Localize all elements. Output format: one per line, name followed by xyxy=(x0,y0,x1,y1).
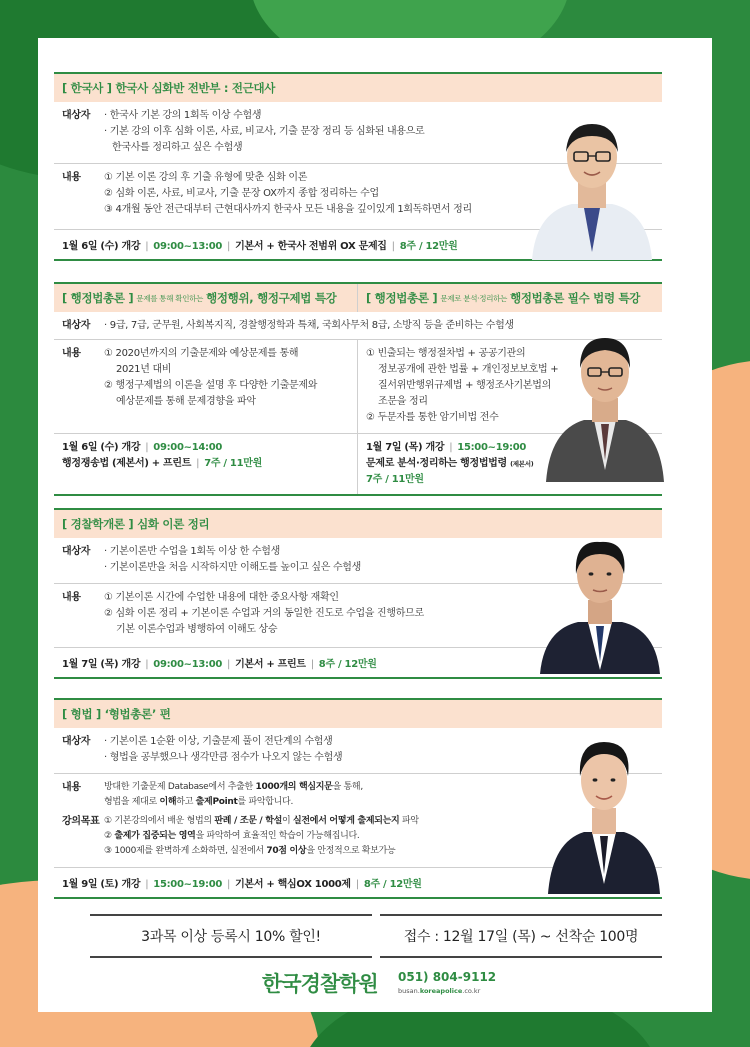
price: 7주 / 11만원 xyxy=(204,458,262,469)
start-date: 1월 9일 (토) 개강 xyxy=(62,879,141,890)
website xyxy=(398,987,480,995)
apply-banner xyxy=(380,914,662,958)
section-title: 행정행위, 행정구제법 특강 xyxy=(206,291,337,305)
class-time: 09:00~14:00 xyxy=(153,442,223,453)
start-date: 1월 6일 (수) 개강 xyxy=(62,241,141,252)
section-title: 심화 이론 정리 xyxy=(137,517,210,531)
class-time: 09:00~13:00 xyxy=(153,241,223,252)
discount-text: 3과목 이상 등록시 10% 할인! xyxy=(141,929,321,945)
section-tag: [ 경찰학개론 ] xyxy=(62,517,134,531)
section-title: ‘형법총론’ 편 xyxy=(104,707,171,721)
site-part: koreapolice xyxy=(419,987,463,995)
class-time: 15:00~19:00 xyxy=(457,442,527,453)
instructor-photo xyxy=(548,724,660,894)
content-label: 내용 xyxy=(62,592,81,603)
site-part: busan. xyxy=(398,987,420,995)
content-line: ① 빈출되는 행정절차법 + 공공기관의 xyxy=(366,348,526,359)
textbook: 기본서 + 한국사 전범위 OX 문제집 xyxy=(235,241,387,252)
content-line: ③ 4개월 동안 전근대부터 근현대사까지 한국사 모든 내용을 깊이있게 1회독하면서 정리 xyxy=(104,204,472,215)
target-label: 대상자 xyxy=(62,320,91,331)
content-line: ② 심화 이론 정리 + 기본이론 수업과 거의 동일한 진도로 수업을 진행하므로 xyxy=(104,608,424,619)
text-fragment: 하고 xyxy=(176,797,196,807)
section-tag: [ 형법 ] xyxy=(62,707,101,721)
text-fragment: ① 기본강의에서 배운 형법의 xyxy=(104,816,215,826)
text-fragment: 을 파악하여 효율적인 학습이 가능해집니다. xyxy=(195,831,360,841)
section-tag: [ 행정법총론 ] xyxy=(62,291,134,305)
class-time: 15:00~19:00 xyxy=(153,879,223,890)
text-fragment: 이 xyxy=(282,816,294,826)
target-label: 대상자 xyxy=(62,110,91,121)
textbook: 문제로 분석·정리하는 행정법법령 xyxy=(366,458,507,469)
content-line: ② 심화 이론, 사료, 비교사, 기출 문장 OX까지 종합 정리하는 수업 xyxy=(104,188,379,199)
apply-text: 접수 : 12월 17일 (목) ~ 선착순 100명 xyxy=(403,929,639,945)
section-subtitle: 문제로 분석·정리하는 xyxy=(440,293,508,303)
content-line: 기본 이론수업과 병행하여 이해도 상승 xyxy=(116,624,278,635)
text-fragment: 를 파악합니다. xyxy=(237,797,294,807)
target-line: · 기본이론반 수업을 1회독 이상 한 수험생 xyxy=(104,546,280,557)
section-title: 행정법총론 필수 법령 특강 xyxy=(510,291,641,305)
text-fragment: 을 안정적으로 확보가능 xyxy=(306,846,396,856)
text-emphasis: 1000개의 핵심지문 xyxy=(255,782,333,792)
goal-label: 강의목표 xyxy=(62,816,100,827)
textbook: 행정쟁송법 (제본서) + 프린트 xyxy=(62,458,192,469)
schedule-row: 1월 7일 (목) 개강 | 09:00~13:00 | 기본서 + 프린트 | 8주 / 12만원 xyxy=(54,648,662,679)
content-label: 내용 xyxy=(62,172,81,183)
content-line: 질서위반행위규제법 + 행정조사기본법의 xyxy=(378,380,551,391)
content-line: 정보공개에 관한 법률 + 개인정보보호법 + xyxy=(378,364,559,375)
text-emphasis: 이해 xyxy=(159,797,177,807)
target-line: · 형법을 공부했으나 생각만큼 점수가 나오지 않는 수험생 xyxy=(104,752,343,763)
textbook: 기본서 + 프린트 xyxy=(235,659,306,670)
text-fragment: ② xyxy=(104,831,115,841)
target-label: 대상자 xyxy=(62,546,91,557)
text-emphasis: 실전에서 어떻게 출제되는지 xyxy=(293,816,400,826)
site-part: .co.kr xyxy=(462,987,481,995)
text-emphasis: 판례 / 조문 / 학설 xyxy=(214,816,283,826)
target-line: · 기본이론반을 처음 시작하지만 이해도를 높이고 싶은 수험생 xyxy=(104,562,362,573)
target-line: · 9급, 7급, 군무원, 사회복지직, 경찰행정학과 특채, 국회사무처 8급, 소방직 등을 준비하는 수험생 xyxy=(104,320,514,331)
section-tag: [ 행정법총론 ] xyxy=(366,291,438,305)
content-line: ① 2020년까지의 기출문제와 예상문제를 통해 xyxy=(104,348,299,359)
textbook-note: (제본서) xyxy=(510,460,534,468)
schedule-row: 1월 9일 (토) 개강 | 15:00~19:00 | 기본서 + 핵심OX 1000제 | 8주 / 12만원 xyxy=(54,868,662,899)
target-label: 대상자 xyxy=(62,736,91,747)
text-fragment: 파악 xyxy=(399,816,419,826)
content-line: ① 기본이론 시간에 수업한 내용에 대한 중요사항 재확인 xyxy=(104,592,339,603)
text-emphasis: 70점 이상 xyxy=(266,846,307,856)
section-subtitle: 문제를 통해 확인하는 xyxy=(136,293,204,303)
section-title: 한국사 심화반 전반부 : 전근대사 xyxy=(115,81,276,95)
content-line: ① 기본 이론 강의 후 기출 유형에 맞춘 심화 이론 xyxy=(104,172,308,183)
textbook: 기본서 + 핵심OX 1000제 xyxy=(235,879,351,890)
instructor-photo xyxy=(544,320,666,482)
price: 8주 / 12만원 xyxy=(318,659,377,670)
brand-logo: 한국경찰학원 xyxy=(262,972,378,996)
text-emphasis: 출제가 집중되는 영역 xyxy=(114,831,196,841)
start-date: 1월 7일 (목) 개강 xyxy=(366,442,445,453)
content-line: ② 행정구제법의 이론을 설명 후 다양한 기출문제와 xyxy=(104,380,318,391)
text-fragment: ③ 1000제를 완벽하게 소화하면, 실전에서 xyxy=(104,846,267,856)
target-line: · 기본 강의 이후 심화 이론, 사료, 비교사, 기출 문장 정리 등 심화된 내용으로 xyxy=(104,126,425,137)
section-header xyxy=(54,282,662,312)
class-time: 09:00~13:00 xyxy=(153,659,223,670)
section-tag: [ 한국사 ] xyxy=(62,81,112,95)
instructor-photo xyxy=(522,112,662,260)
target-line: · 한국사 기본 강의 1회독 이상 수험생 xyxy=(104,110,262,121)
start-date: 1월 6일 (수) 개강 xyxy=(62,442,141,453)
content-line: 조문을 정리 xyxy=(378,396,428,407)
content-label: 내용 xyxy=(62,782,81,793)
target-line: 한국사를 정리하고 싶은 수험생 xyxy=(112,142,243,153)
schedule-row: 1월 6일 (수) 개강 | 09:00~13:00 | 기본서 + 한국사 전범위 OX 문제집 | 8주 / 12만원 xyxy=(54,230,662,261)
instructor-photo xyxy=(540,530,660,674)
section-header xyxy=(54,72,662,102)
price: 7주 / 11만원 xyxy=(366,474,424,485)
target-line: · 기본이론 1순환 이상, 기출문제 풀이 전단계의 수험생 xyxy=(104,736,333,747)
text-fragment: 형법을 제대로 xyxy=(104,797,160,807)
text-fragment: 방대한 기출문제 Database에서 추출한 xyxy=(104,782,256,792)
schedule-row: 1월 6일 (수) 개강 | 09:00~14:00 행정쟁송법 (제본서) + 프린트 | 7주 / 11만원 1월 7일 (목) 개강 | 15:00~19:00 문제로 분석·정리하는 행정법법령 (제본서) 7주 / 11만원 xyxy=(54,434,662,496)
start-date: 1월 7일 (목) 개강 xyxy=(62,659,141,670)
discount-banner xyxy=(90,914,372,958)
content-line: 2021년 대비 xyxy=(116,364,172,375)
content-line: ② 두문자를 통한 암기비법 전수 xyxy=(366,412,499,423)
text-emphasis: 출제Point xyxy=(195,797,238,807)
text-fragment: 을 통해, xyxy=(332,782,363,792)
content-label: 내용 xyxy=(62,348,81,359)
content-line: 예상문제를 통해 문제경향을 파악 xyxy=(116,396,256,407)
price: 8주 / 12만원 xyxy=(363,879,422,890)
price: 8주 / 12만원 xyxy=(399,241,458,252)
phone-number: 051) 804-9112 xyxy=(398,970,497,984)
